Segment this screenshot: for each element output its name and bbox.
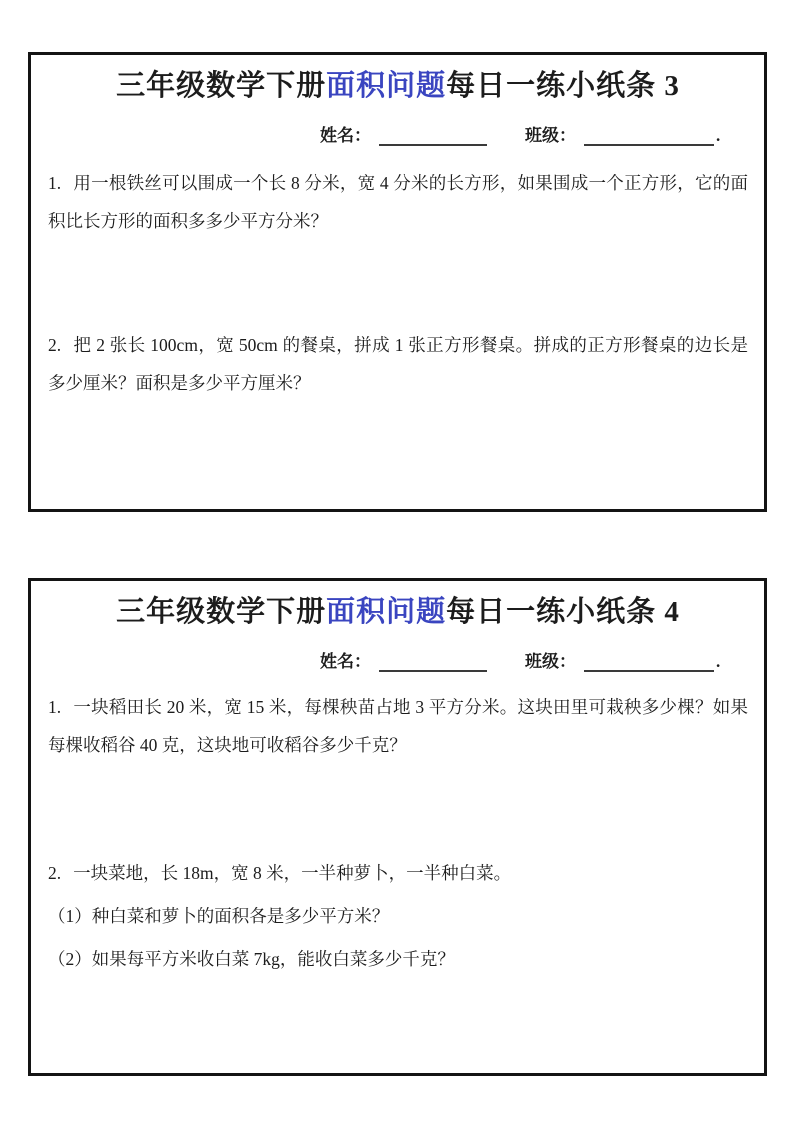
class-blank-line	[584, 650, 714, 672]
problem-text: 用一根铁丝可以围成一个长 8 分米，宽 4 分米的长方形，如果围成一个正方形，它的面积比长方形的面积多多少平方分米？	[48, 173, 748, 231]
title-prefix: 三年级数学下册	[116, 596, 327, 628]
name-class-row	[320, 119, 748, 146]
problem-number: 1.	[48, 697, 62, 717]
problem-2	[48, 854, 748, 892]
problem-2	[48, 326, 748, 402]
problem-1	[48, 164, 748, 240]
title-topic-highlight: 面积问题	[326, 70, 447, 102]
problem-number: 2.	[48, 863, 62, 883]
end-period: .	[716, 126, 721, 145]
worksheet-title	[48, 65, 748, 107]
name-label: 姓名：	[320, 652, 371, 671]
name-blank-line	[379, 124, 487, 146]
problem-text: 一块菜地，长 18m，宽 8 米，一半种萝卜，一半种白菜。	[73, 863, 512, 883]
problem-text: 把 2 张长 100cm，宽 50cm 的餐桌，拼成 1 张正方形餐桌。拼成的正方形餐桌的边长是多少厘米？面积是多少平方厘米？	[48, 335, 748, 393]
worksheet-title	[48, 591, 748, 633]
name-blank-line	[379, 650, 487, 672]
name-class-row	[320, 645, 748, 672]
problem-number: 2.	[48, 335, 62, 355]
title-suffix: 每日一练小纸条 4	[446, 596, 680, 628]
problem-1	[48, 688, 748, 764]
class-label: 班级：	[525, 126, 576, 145]
problem-text: 一块稻田长 20 米，宽 15 米，每棵秧苗占地 3 平方分米。这块田里可栽秧多少棵？如果每棵收稻谷 40 克，这块地可收稻谷多少千克？	[48, 697, 748, 755]
title-prefix: 三年级数学下册	[116, 70, 327, 102]
name-label: 姓名：	[320, 126, 371, 145]
problem-2-subpart-1: （1）种白菜和萝卜的面积各是多少平方米？	[48, 906, 390, 926]
problem-number: 1.	[48, 173, 62, 193]
title-topic-highlight: 面积问题	[326, 596, 447, 628]
worksheet-slip-3	[28, 52, 767, 512]
end-period: .	[716, 652, 721, 671]
worksheet-slip-4	[28, 578, 767, 1076]
title-suffix: 每日一练小纸条 3	[446, 70, 680, 102]
class-blank-line	[584, 124, 714, 146]
class-label: 班级：	[525, 652, 576, 671]
problem-2-subpart-2: （2）如果每平方米收白菜 7kg，能收白菜多少千克？	[48, 949, 455, 969]
